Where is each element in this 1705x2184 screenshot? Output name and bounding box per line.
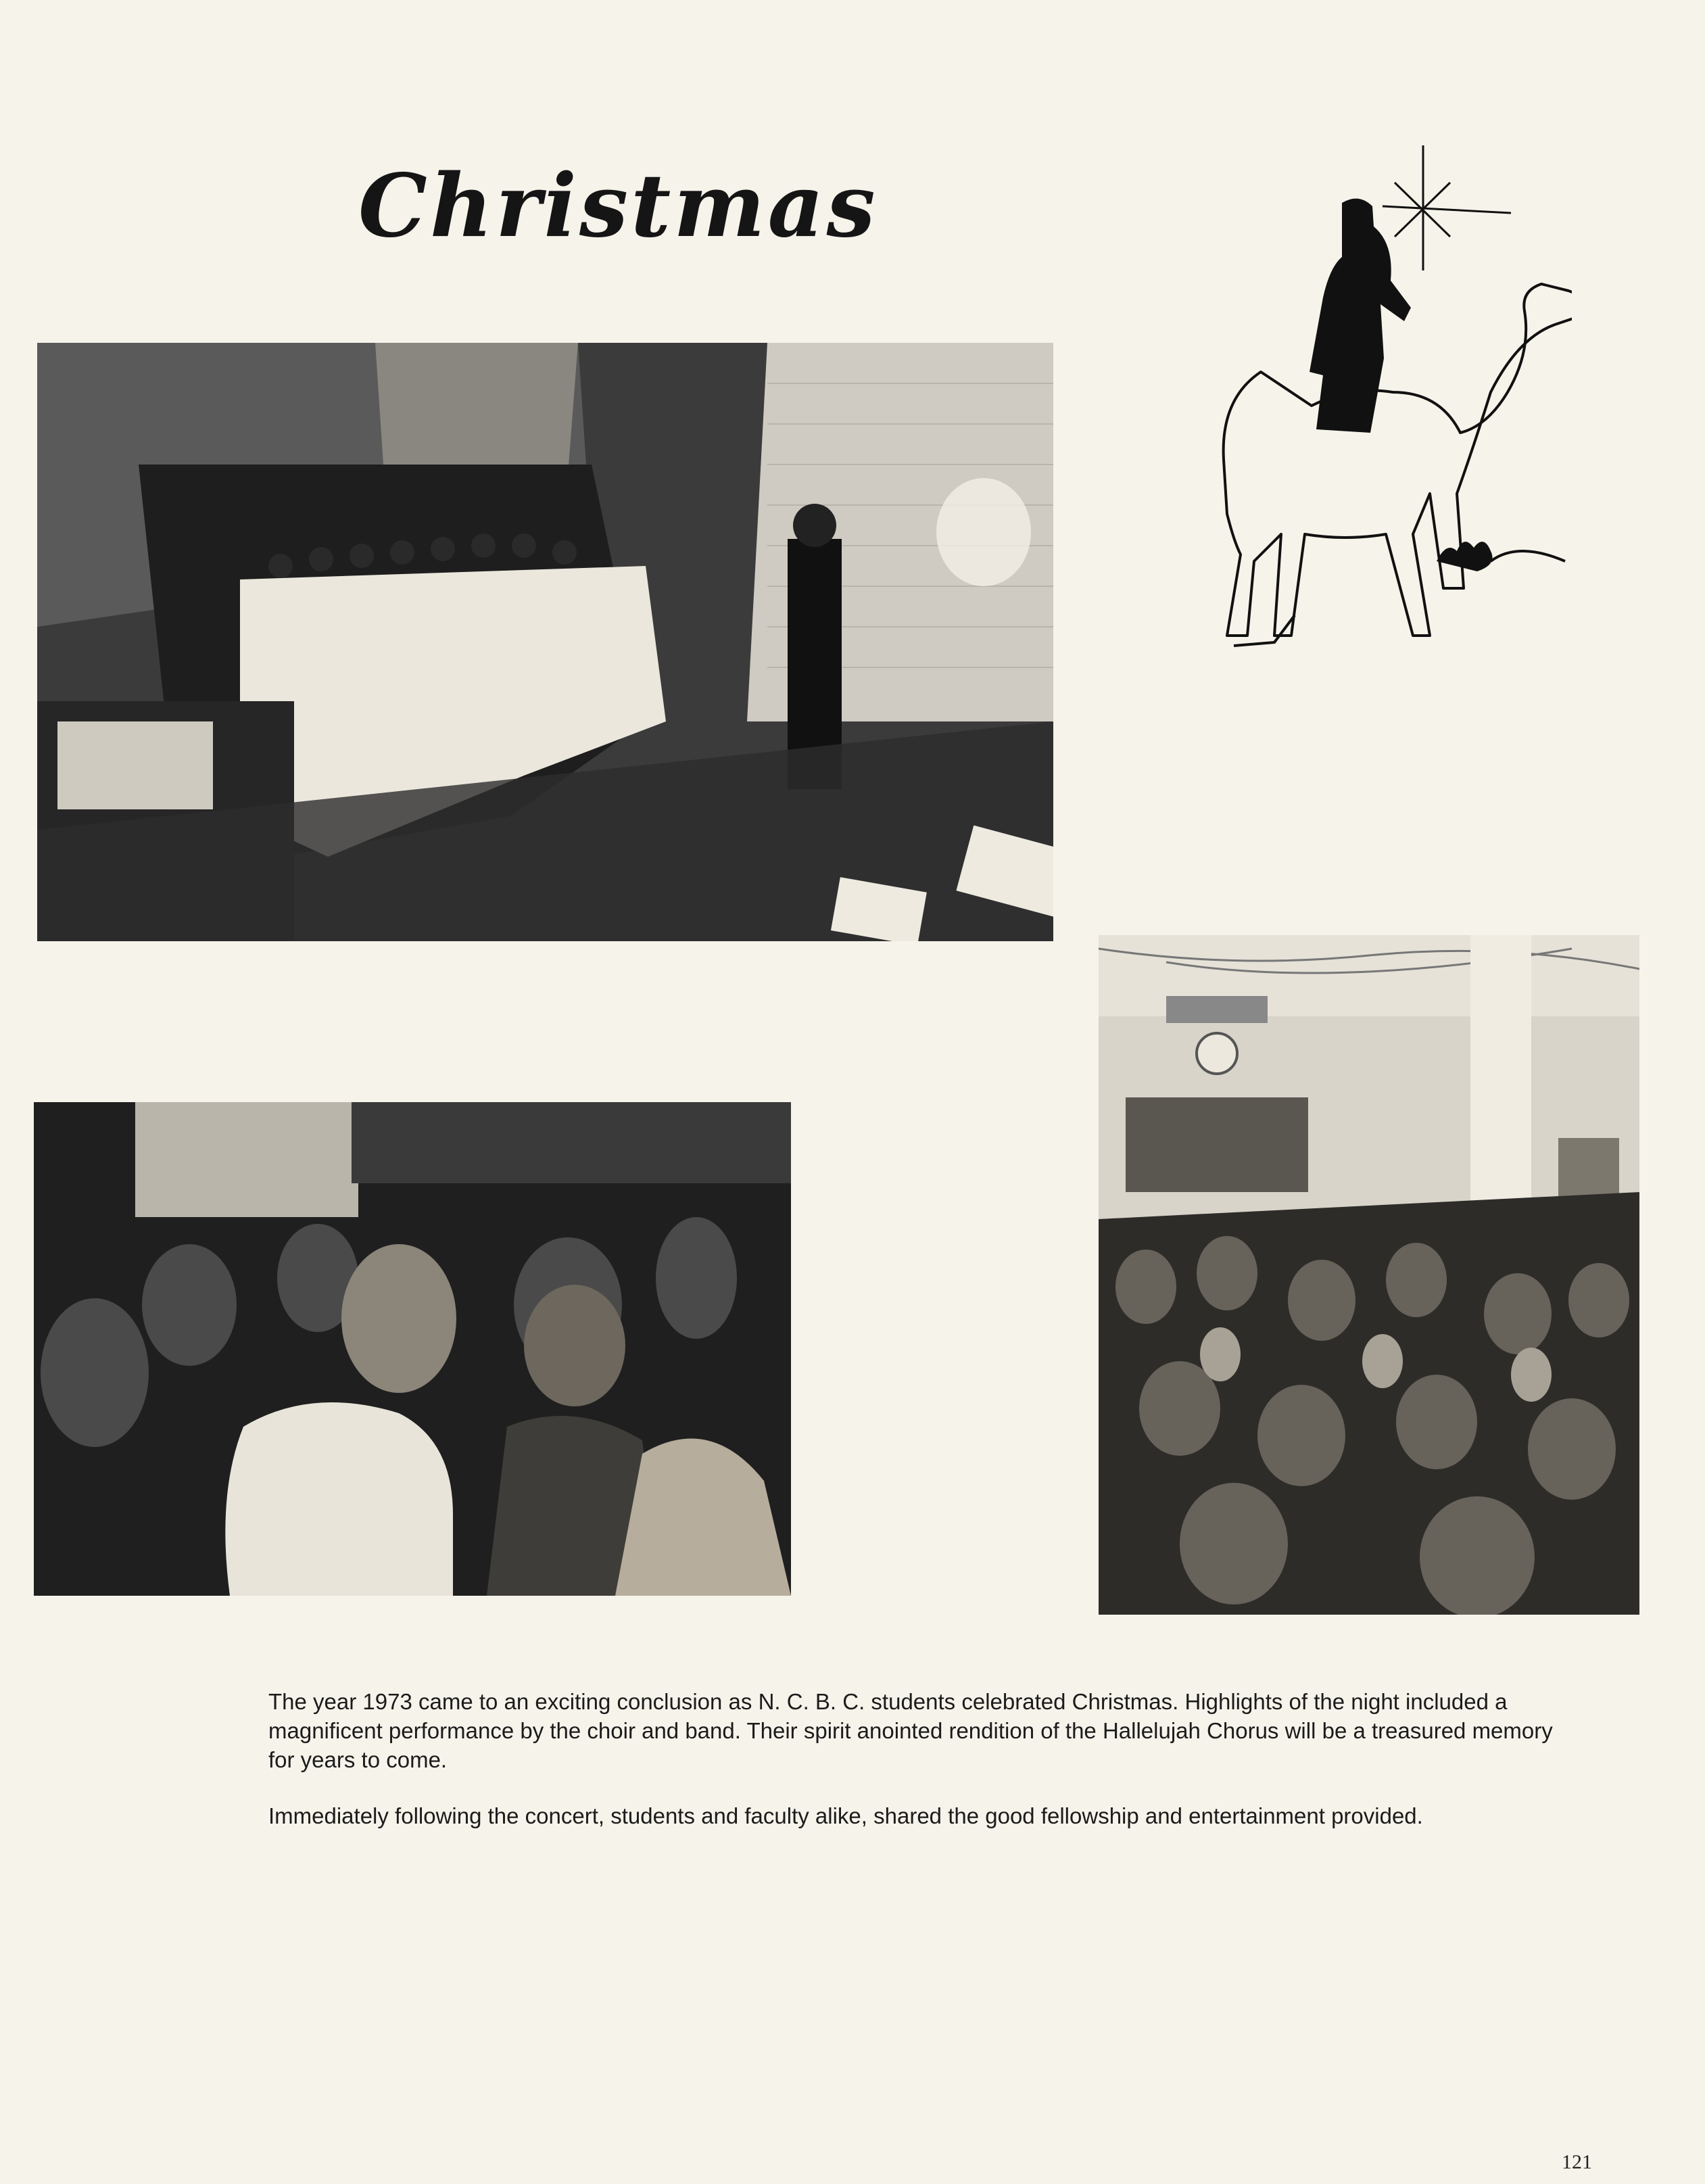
students-fellowship-photo (34, 1102, 791, 1596)
article-text (268, 1687, 1553, 1857)
wise-man-on-camel-with-star-icon (1180, 142, 1572, 663)
hall-crowd-photo (1099, 935, 1639, 1615)
choir-and-band-concert-photo (37, 343, 1053, 941)
paragraph-1: The year 1973 came to an exciting conclusion as N. C. B. C. students celebrated Christmas. Highlights of the night included a magnificent performance by the choir and band. Their spirit anointed rendition of the Hallelujah Chorus will be a treasured memory for years to come. (268, 1689, 1553, 1772)
paragraph-2: Immediately following the concert, students and faculty alike, shared the good fellowship and entertainment provided. (268, 1803, 1423, 1828)
page-title: Christmas (358, 156, 878, 257)
page-number: 121 (1562, 2151, 1592, 2173)
